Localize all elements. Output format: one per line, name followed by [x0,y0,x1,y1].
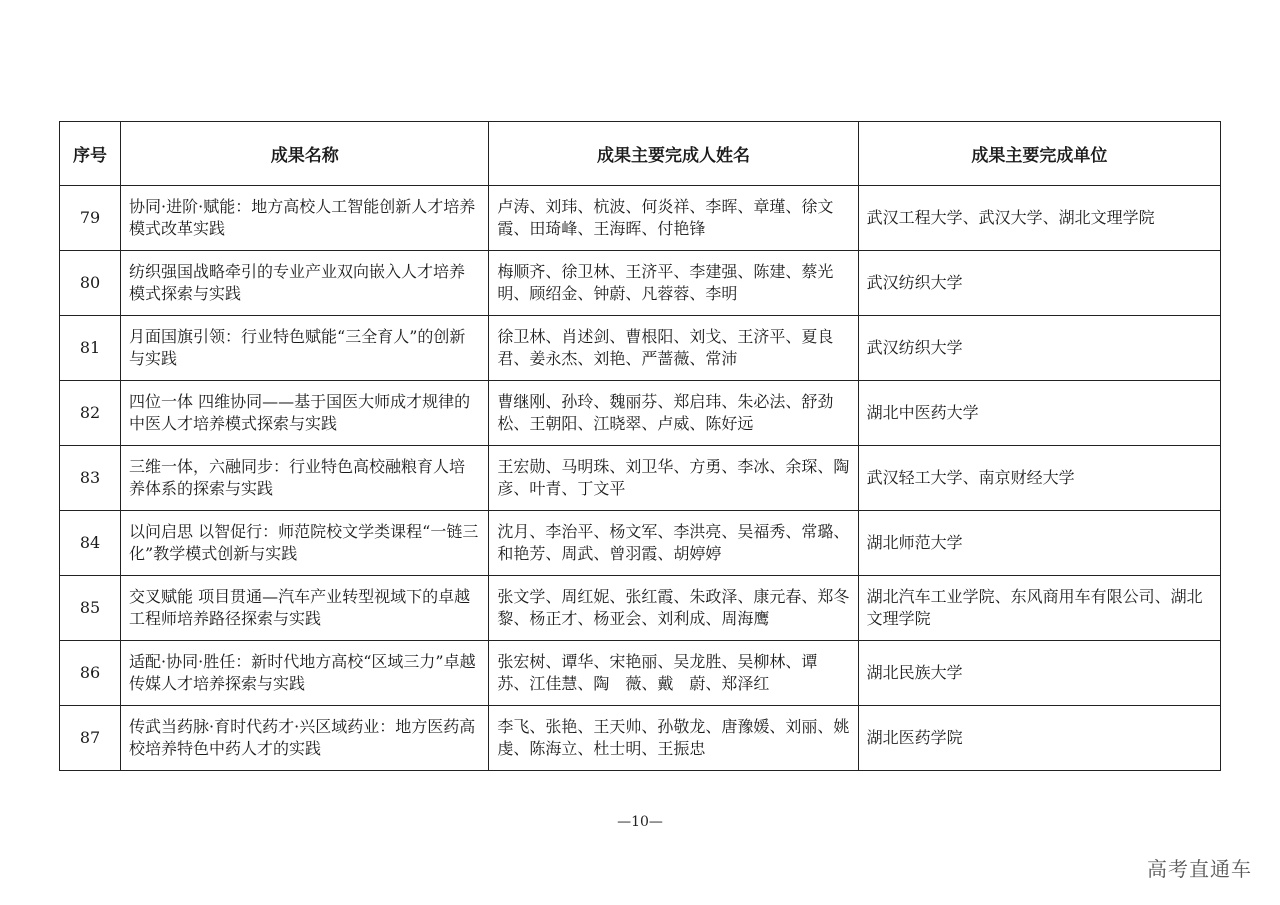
main-contributors-text: 徐卫林、肖述剑、曹根阳、刘戈、王济平、夏良君、姜永杰、刘艳、严蔷薇、常沛 [497,327,834,368]
achievement-table [59,121,1221,771]
table-header-row [60,122,1221,186]
achievement-name-text: 三维一体，六融同步：行业特色高校融粮育人培养体系的探索与实践 [129,457,466,498]
achievement-name [121,511,489,576]
header-unit: 成果主要完成单位 [858,122,1220,186]
main-units [858,186,1220,251]
table-row [60,446,1221,511]
main-contributors [489,316,858,381]
header-people: 成果主要完成人姓名 [489,122,858,186]
main-contributors-text: 曹继刚、孙玲、魏丽芬、郑启玮、朱必法、舒劲松、王朝阳、江晓翠、卢威、陈好远 [497,392,834,433]
achievement-name [121,706,489,771]
achievement-name-text: 适配·协同·胜任：新时代地方高校“区域三力”卓越传媒人才培养探索与实践 [129,652,476,693]
table-row [60,316,1221,381]
main-units [858,511,1220,576]
main-units [858,706,1220,771]
row-number: 81 [60,316,121,381]
table-row [60,706,1221,771]
main-contributors-text: 李飞、张艳、王天帅、孙敬龙、唐豫媛、刘丽、姚虔、陈海立、杜士明、王振忠 [497,717,850,758]
row-number: 83 [60,446,121,511]
achievement-name [121,576,489,641]
row-number: 87 [60,706,121,771]
achievement-name [121,641,489,706]
row-number: 86 [60,641,121,706]
achievement-name [121,381,489,446]
achievement-name-text: 交叉赋能 项目贯通—汽车产业转型视域下的卓越工程师培养路径探索与实践 [129,587,471,628]
main-units-text: 湖北汽车工业学院、东风商用车有限公司、湖北文理学院 [866,587,1203,628]
main-contributors-text: 张宏树、谭华、宋艳丽、吴龙胜、吴柳林、谭 苏、江佳慧、陶 薇、戴 蔚、郑泽红 [497,652,834,693]
achievement-name [121,251,489,316]
main-contributors [489,641,858,706]
main-units-text: 湖北师范大学 [866,533,963,552]
main-units-text: 武汉纺织大学 [866,273,963,292]
table-row [60,251,1221,316]
achievement-name [121,446,489,511]
main-contributors [489,251,858,316]
main-units-text: 湖北民族大学 [866,663,963,682]
main-contributors-text: 梅顺齐、徐卫林、王济平、李建强、陈建、蔡光明、顾绍金、钟蔚、凡蓉蓉、李明 [497,262,834,303]
achievement-name-text: 以问启思 以智促行：师范院校文学类课程“一链三化”教学模式创新与实践 [129,522,479,563]
table-row [60,186,1221,251]
achievement-name [121,186,489,251]
main-units-text: 湖北中医药大学 [866,403,979,422]
row-number: 82 [60,381,121,446]
main-contributors [489,511,858,576]
achievement-name [121,316,489,381]
main-units-text: 武汉轻工大学、南京财经大学 [866,468,1075,487]
achievement-name-text: 四位一体 四维协同——基于国医大师成才规律的中医人才培养模式探索与实践 [129,392,471,433]
main-contributors [489,706,858,771]
main-contributors [489,576,858,641]
main-contributors-text: 王宏勋、马明珠、刘卫华、方勇、李冰、余琛、陶彦、叶青、丁文平 [497,457,850,498]
main-contributors-text: 张文学、周红妮、张红霞、朱政泽、康元春、郑冬黎、杨正才、杨亚会、刘利成、周海鹰 [497,587,850,628]
main-units [858,446,1220,511]
page-number: —10— [617,814,663,830]
table-row [60,576,1221,641]
main-contributors [489,186,858,251]
main-units [858,641,1220,706]
row-number: 84 [60,511,121,576]
header-name: 成果名称 [121,122,489,186]
table-row [60,381,1221,446]
table-row [60,511,1221,576]
row-number: 80 [60,251,121,316]
row-number: 79 [60,186,121,251]
table-row [60,641,1221,706]
main-units [858,576,1220,641]
achievement-name-text: 传武当药脉·育时代药才·兴区域药业：地方医药高校培养特色中药人才的实践 [129,717,476,758]
header-no: 序号 [60,122,121,186]
row-number: 85 [60,576,121,641]
main-units-text: 湖北医药学院 [866,728,963,747]
main-units [858,251,1220,316]
main-contributors-text: 沈月、李治平、杨文军、李洪亮、吴福秀、常璐、和艳芳、周武、曾羽霞、胡婷婷 [497,522,850,563]
achievement-name-text: 月面国旗引领：行业特色赋能“三全育人”的创新与实践 [129,327,466,368]
main-contributors-text: 卢涛、刘玮、杭波、何炎祥、李晖、章瑾、徐文霞、田琦峰、王海晖、付艳锋 [497,197,834,238]
main-units-text: 武汉纺织大学 [866,338,963,357]
achievement-name-text: 纺织强国战略牵引的专业产业双向嵌入人才培养模式探索与实践 [129,262,466,303]
main-contributors [489,446,858,511]
main-units [858,316,1220,381]
main-units-text: 武汉工程大学、武汉大学、湖北文理学院 [866,208,1155,227]
main-contributors [489,381,858,446]
watermark-logo: 高考直通车 [1147,857,1252,881]
achievement-name-text: 协同·进阶·赋能：地方高校人工智能创新人才培养模式改革实践 [129,197,476,238]
main-units [858,381,1220,446]
